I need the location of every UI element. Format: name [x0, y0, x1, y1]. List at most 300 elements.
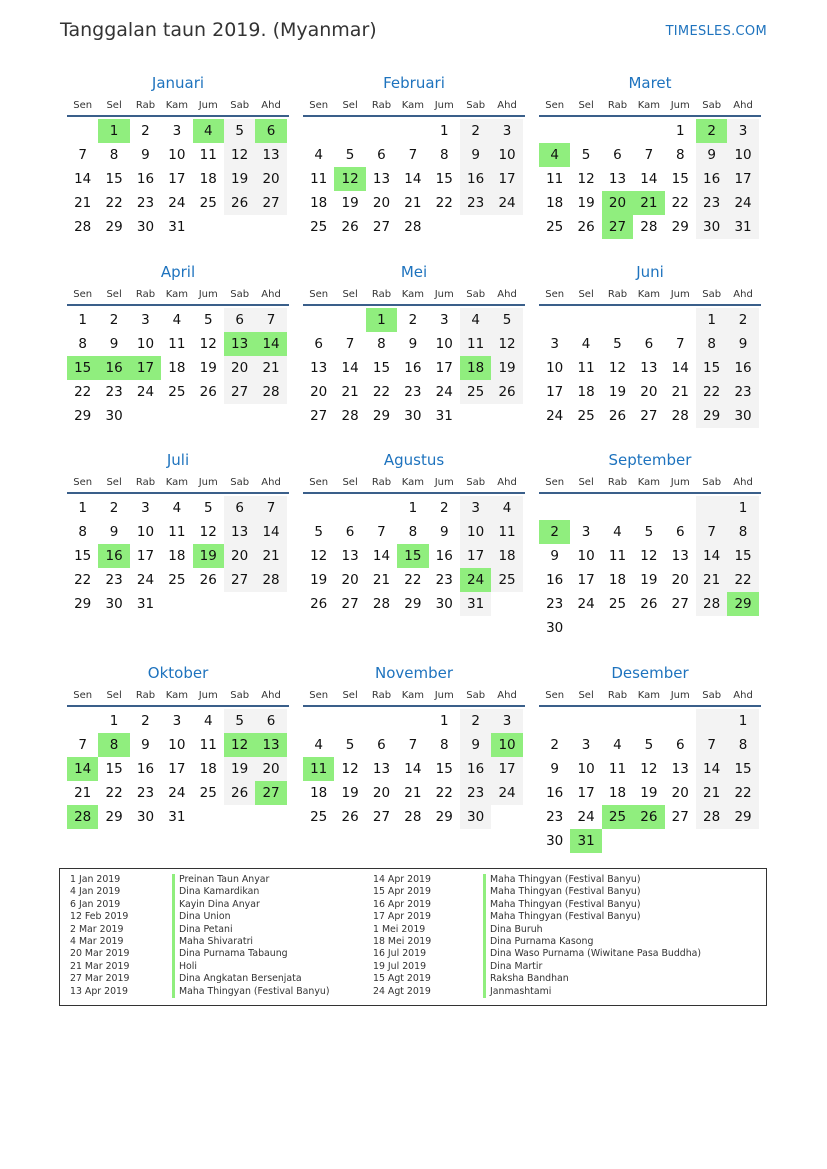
day-cell: 11 — [199, 737, 217, 753]
day-cell: 8 — [675, 147, 685, 163]
month-name: November — [374, 664, 454, 682]
day-cell-empty — [334, 709, 365, 733]
day-cell: 10 — [460, 520, 491, 544]
day-cell: 15 — [435, 761, 453, 777]
day-cell: 29 — [105, 809, 123, 825]
day-cell: 5 — [491, 308, 522, 332]
day-cell: 31 — [168, 219, 186, 235]
holiday-day-cell: 21 — [633, 191, 664, 215]
day-cell: 26 — [199, 572, 217, 588]
day-cell: 18 — [491, 544, 522, 568]
day-cell: 7 — [377, 524, 386, 540]
legend-date: 24 Agt 2019 — [373, 985, 431, 997]
day-cell: 25 — [608, 596, 627, 612]
day-cell: 18 — [608, 785, 627, 801]
legend-holiday-name: Dina Waso Purnama (Wiwitane Pasa Buddha) — [483, 948, 701, 960]
day-cell: 6 — [255, 709, 286, 733]
holiday-day-cell: 1 — [98, 119, 129, 143]
holiday-legend — [59, 868, 767, 1006]
day-cell: 20 — [372, 785, 391, 801]
day-cell: 25 — [546, 219, 564, 235]
day-cell: 8 — [727, 733, 758, 757]
day-cell: 10 — [435, 336, 453, 352]
day-cell: 9 — [727, 332, 758, 356]
day-cell: 23 — [105, 572, 123, 588]
day-cell-empty — [193, 215, 224, 239]
day-cell: 13 — [372, 171, 391, 187]
weekday-header — [303, 472, 525, 494]
weekday-label: Sen — [73, 476, 93, 488]
weekday-label: Rab — [607, 99, 628, 111]
weekday-label: Jum — [434, 288, 454, 300]
day-cell: 5 — [224, 709, 255, 733]
weekday-label: Sab — [702, 288, 722, 300]
holiday-day-cell: 15 — [397, 544, 428, 568]
legend-date: 18 Mei 2019 — [373, 935, 432, 947]
legend-dates-col-1 — [70, 874, 129, 998]
day-cell: 15 — [671, 171, 689, 187]
day-cell: 11 — [199, 147, 217, 163]
day-cell: 3 — [141, 500, 150, 516]
day-cell: 21 — [255, 356, 286, 380]
weekday-label: Sen — [309, 288, 329, 300]
day-cell-empty — [491, 592, 522, 616]
legend-holiday-name: Raksha Bandhan — [483, 973, 701, 985]
holiday-day-cell: 19 — [193, 544, 224, 568]
day-cell: 28 — [404, 219, 422, 235]
day-cell: 16 — [546, 785, 564, 801]
weekday-label: Ahd — [497, 689, 517, 701]
day-cell: 3 — [491, 709, 522, 733]
day-cell: 21 — [671, 384, 689, 400]
month-name: Oktober — [147, 664, 209, 682]
weekday-label: Jum — [198, 99, 218, 111]
day-cell: 25 — [577, 408, 595, 424]
day-cell: 17 — [491, 167, 522, 191]
day-cell-empty — [539, 709, 570, 733]
weekday-label: Sel — [342, 288, 358, 300]
day-cell-empty — [366, 709, 397, 733]
holiday-day-cell: 31 — [570, 829, 601, 853]
day-cell: 11 — [546, 171, 564, 187]
day-cell: 31 — [435, 408, 453, 424]
day-cell: 12 — [224, 143, 255, 167]
day-cell: 9 — [696, 143, 727, 167]
day-cell: 4 — [460, 308, 491, 332]
holiday-day-cell: 13 — [224, 332, 255, 356]
day-cell: 6 — [377, 147, 386, 163]
legend-date: 27 Mar 2019 — [70, 973, 130, 985]
day-cell: 23 — [435, 572, 453, 588]
holiday-day-cell: 17 — [130, 356, 161, 380]
holiday-day-cell: 1 — [366, 308, 397, 332]
day-cell: 26 — [608, 408, 627, 424]
day-cell: 20 — [671, 785, 689, 801]
holiday-day-cell: 24 — [460, 568, 491, 592]
day-cell: 23 — [460, 781, 491, 805]
day-cell: 7 — [675, 336, 685, 352]
day-cell: 14 — [341, 360, 359, 376]
day-cell-empty — [602, 496, 633, 520]
day-cell-empty — [397, 709, 428, 733]
day-cell: 14 — [404, 761, 422, 777]
day-cell: 29 — [727, 805, 758, 829]
day-cell: 27 — [224, 380, 255, 404]
day-cell: 7 — [78, 737, 87, 753]
brand-link[interactable]: TIMESLES.COM — [665, 24, 767, 39]
day-grid — [539, 496, 761, 640]
day-cell: 21 — [74, 785, 92, 801]
legend-date: 21 Mar 2019 — [70, 960, 130, 972]
weekday-label: Sel — [342, 689, 358, 701]
day-cell: 26 — [341, 809, 359, 825]
day-cell: 20 — [640, 384, 658, 400]
day-cell: 20 — [224, 356, 255, 380]
day-cell: 29 — [74, 596, 92, 612]
day-cell: 8 — [727, 520, 758, 544]
day-cell-empty — [633, 616, 664, 640]
day-cell: 25 — [491, 568, 522, 592]
day-cell-empty — [570, 119, 601, 143]
day-cell: 15 — [105, 761, 123, 777]
day-cell: 8 — [439, 147, 449, 163]
day-cell: 16 — [404, 360, 422, 376]
day-cell: 2 — [439, 500, 449, 516]
day-cell: 22 — [727, 781, 758, 805]
day-cell: 24 — [577, 809, 595, 825]
legend-date: 14 Apr 2019 — [373, 874, 431, 885]
day-cell: 24 — [435, 384, 453, 400]
day-cell: 1 — [675, 123, 685, 139]
day-cell: 27 — [640, 408, 658, 424]
day-cell: 4 — [613, 737, 622, 753]
day-cell: 17 — [136, 548, 155, 564]
weekday-label: Sel — [578, 476, 594, 488]
day-cell-empty — [602, 709, 633, 733]
day-cell-empty — [633, 709, 664, 733]
day-cell: 27 — [224, 568, 255, 592]
day-cell: 15 — [372, 360, 391, 376]
weekday-label: Kam — [165, 476, 188, 488]
weekday-label: Sen — [73, 689, 93, 701]
day-cell: 28 — [696, 592, 727, 616]
day-cell: 20 — [224, 544, 255, 568]
day-cell: 9 — [408, 336, 418, 352]
day-cell: 3 — [172, 713, 182, 729]
weekday-label: Rab — [371, 476, 392, 488]
day-cell: 5 — [224, 119, 255, 143]
day-cell: 22 — [435, 785, 453, 801]
month-name: Juni — [636, 263, 664, 281]
day-cell: 27 — [372, 219, 391, 235]
weekday-label: Sel — [106, 99, 122, 111]
holiday-day-cell: 12 — [334, 167, 365, 191]
day-cell: 11 — [577, 360, 595, 376]
day-cell: 13 — [255, 143, 286, 167]
weekday-label: Ahd — [261, 288, 281, 300]
day-cell: 5 — [345, 737, 355, 753]
weekday-label: Sab — [702, 99, 722, 111]
month-oktober — [67, 662, 289, 829]
day-cell: 26 — [224, 191, 255, 215]
day-cell-empty — [665, 709, 696, 733]
day-cell-empty — [366, 119, 397, 143]
day-cell: 26 — [199, 384, 217, 400]
day-cell: 14 — [74, 171, 92, 187]
day-cell: 5 — [581, 147, 591, 163]
day-cell: 30 — [136, 809, 155, 825]
weekday-header — [303, 685, 525, 707]
day-cell-empty — [161, 592, 192, 616]
weekday-label: Ahd — [733, 99, 753, 111]
day-cell: 15 — [435, 171, 453, 187]
day-cell: 5 — [613, 336, 622, 352]
day-cell: 4 — [581, 336, 591, 352]
day-cell-empty — [539, 308, 570, 332]
holiday-day-cell: 27 — [255, 781, 286, 805]
day-cell: 28 — [341, 408, 359, 424]
day-cell-empty — [665, 616, 696, 640]
day-cell: 30 — [460, 805, 491, 829]
day-cell: 30 — [136, 219, 155, 235]
day-grid — [67, 709, 289, 829]
day-cell: 22 — [671, 195, 689, 211]
day-cell: 13 — [608, 171, 627, 187]
weekday-label: Jum — [434, 99, 454, 111]
day-cell: 18 — [608, 572, 627, 588]
weekday-label: Ahd — [733, 288, 753, 300]
weekday-label: Ahd — [261, 476, 281, 488]
weekday-label: Jum — [434, 476, 454, 488]
day-cell: 25 — [310, 219, 328, 235]
day-cell: 15 — [74, 548, 92, 564]
weekday-label: Jum — [198, 689, 218, 701]
day-cell: 18 — [168, 548, 186, 564]
day-cell: 6 — [644, 336, 654, 352]
day-cell-empty — [696, 829, 727, 853]
day-cell: 22 — [105, 785, 123, 801]
weekday-label: Rab — [135, 689, 156, 701]
holiday-day-cell: 15 — [67, 356, 98, 380]
legend-date: 20 Mar 2019 — [70, 948, 130, 960]
weekday-label: Ahd — [497, 99, 517, 111]
day-cell: 19 — [224, 757, 255, 781]
day-cell: 24 — [168, 195, 186, 211]
day-cell: 1 — [439, 123, 449, 139]
weekday-label: Rab — [135, 476, 156, 488]
day-cell: 21 — [696, 568, 727, 592]
day-cell-empty — [255, 215, 286, 239]
month-name: September — [608, 451, 692, 469]
month-name: Mei — [400, 263, 428, 281]
day-cell: 9 — [141, 737, 150, 753]
day-cell: 22 — [372, 384, 391, 400]
day-cell: 20 — [372, 195, 391, 211]
weekday-label: Ahd — [261, 689, 281, 701]
legend-names-col-2 — [483, 874, 701, 998]
day-cell: 10 — [168, 737, 186, 753]
legend-date: 16 Apr 2019 — [373, 898, 431, 910]
legend-date: 2 Mar 2019 — [70, 923, 124, 935]
month-name: Agustus — [383, 451, 445, 469]
day-cell: 23 — [696, 191, 727, 215]
day-cell: 25 — [199, 785, 217, 801]
day-cell: 10 — [577, 548, 595, 564]
legend-holiday-name: Dina Martir — [483, 961, 701, 973]
day-cell: 19 — [608, 384, 627, 400]
day-cell: 12 — [640, 548, 658, 564]
weekday-label: Kam — [401, 288, 424, 300]
legend-date: 19 Jul 2019 — [373, 960, 427, 972]
day-cell-empty — [334, 308, 365, 332]
weekday-header — [67, 95, 289, 117]
legend-date: 1 Mei 2019 — [373, 923, 426, 935]
day-cell: 9 — [460, 143, 491, 167]
weekday-label: Sen — [309, 689, 329, 701]
day-cell-empty — [539, 496, 570, 520]
weekday-label: Jum — [670, 99, 690, 111]
day-cell: 25 — [168, 572, 186, 588]
month-juli — [67, 449, 289, 616]
day-grid — [303, 308, 525, 428]
legend-holiday-name: Maha Thingyan (Festival Banyu) — [483, 911, 701, 923]
weekday-label: Sel — [578, 288, 594, 300]
day-cell: 25 — [168, 384, 186, 400]
weekday-label: Sen — [73, 288, 93, 300]
month-name: Januari — [151, 74, 205, 92]
day-cell: 11 — [491, 520, 522, 544]
day-cell: 3 — [141, 312, 150, 328]
weekday-label: Ahd — [733, 476, 753, 488]
day-cell: 27 — [255, 191, 286, 215]
day-cell: 16 — [136, 761, 155, 777]
day-cell: 21 — [404, 195, 422, 211]
legend-holiday-name: Dina Union — [172, 911, 330, 923]
day-cell: 29 — [696, 404, 727, 428]
day-cell: 4 — [314, 737, 323, 753]
month-april — [67, 261, 289, 428]
day-cell: 5 — [345, 147, 355, 163]
day-cell-empty — [224, 805, 255, 829]
day-cell: 21 — [372, 572, 391, 588]
day-cell: 16 — [435, 548, 453, 564]
day-cell: 2 — [109, 500, 119, 516]
day-cell-empty — [224, 404, 255, 428]
legend-holiday-name: Maha Thingyan (Festival Banyu) — [483, 899, 701, 911]
day-cell: 7 — [696, 733, 727, 757]
day-cell: 22 — [435, 195, 453, 211]
day-cell: 12 — [199, 524, 217, 540]
day-cell-empty — [602, 308, 633, 332]
day-cell-empty — [460, 215, 491, 239]
weekday-label: Sab — [466, 689, 486, 701]
legend-date: 15 Agt 2019 — [373, 973, 431, 985]
day-cell: 26 — [577, 219, 595, 235]
day-cell-empty — [255, 805, 286, 829]
legend-date: 6 Jan 2019 — [70, 898, 121, 910]
weekday-label: Ahd — [261, 99, 281, 111]
day-cell-empty — [602, 829, 633, 853]
day-cell: 9 — [439, 524, 449, 540]
day-cell-empty — [633, 829, 664, 853]
day-cell: 7 — [255, 308, 286, 332]
legend-holiday-name: Preinan Taun Anyar — [172, 874, 330, 886]
day-cell: 13 — [224, 520, 255, 544]
day-cell: 6 — [345, 524, 355, 540]
day-cell: 3 — [727, 119, 758, 143]
day-cell: 8 — [439, 737, 449, 753]
weekday-label: Sab — [466, 476, 486, 488]
month-mei — [303, 261, 525, 428]
day-cell: 13 — [671, 761, 689, 777]
legend-dates-col-2 — [373, 874, 431, 998]
day-cell: 27 — [671, 596, 689, 612]
holiday-day-cell: 25 — [602, 805, 633, 829]
weekday-label: Sel — [106, 689, 122, 701]
day-cell: 20 — [341, 572, 359, 588]
day-grid — [539, 709, 761, 853]
day-cell: 6 — [224, 496, 255, 520]
day-cell: 4 — [613, 524, 622, 540]
holiday-day-cell: 16 — [98, 544, 129, 568]
day-cell: 13 — [372, 761, 391, 777]
weekday-label: Rab — [371, 99, 392, 111]
day-cell: 31 — [727, 215, 758, 239]
weekday-label: Ahd — [497, 476, 517, 488]
day-cell: 8 — [696, 332, 727, 356]
day-cell: 11 — [608, 761, 627, 777]
day-cell: 23 — [460, 191, 491, 215]
day-cell: 3 — [439, 312, 449, 328]
weekday-label: Sen — [73, 99, 93, 111]
weekday-header — [539, 472, 761, 494]
day-cell: 30 — [105, 408, 123, 424]
day-cell: 11 — [608, 548, 627, 564]
legend-holiday-name: Maha Thingyan (Festival Banyu) — [483, 886, 701, 898]
weekday-header — [67, 284, 289, 306]
day-cell-empty — [67, 709, 98, 733]
day-cell-empty — [67, 119, 98, 143]
day-cell: 6 — [314, 336, 323, 352]
day-cell: 15 — [727, 757, 758, 781]
month-desember — [539, 662, 761, 853]
holiday-day-cell: 18 — [460, 356, 491, 380]
day-cell: 10 — [168, 147, 186, 163]
day-cell-empty — [602, 616, 633, 640]
day-cell: 15 — [727, 544, 758, 568]
day-cell-empty — [570, 616, 601, 640]
month-name: Desember — [611, 664, 689, 682]
holiday-day-cell: 14 — [67, 757, 98, 781]
day-grid — [303, 709, 525, 829]
day-cell: 23 — [136, 785, 155, 801]
day-cell: 30 — [727, 404, 758, 428]
day-cell: 29 — [671, 219, 689, 235]
weekday-label: Jum — [670, 288, 690, 300]
day-cell: 1 — [408, 500, 418, 516]
day-cell: 10 — [491, 143, 522, 167]
holiday-day-cell: 2 — [696, 119, 727, 143]
day-cell: 22 — [404, 572, 422, 588]
month-november — [303, 662, 525, 829]
day-cell: 19 — [224, 167, 255, 191]
day-cell-empty — [696, 496, 727, 520]
page-title: Tanggalan taun 2019. (Myanmar) — [60, 19, 377, 41]
day-cell-empty — [491, 404, 522, 428]
day-cell-empty — [665, 496, 696, 520]
day-cell: 4 — [491, 496, 522, 520]
day-cell: 24 — [491, 781, 522, 805]
